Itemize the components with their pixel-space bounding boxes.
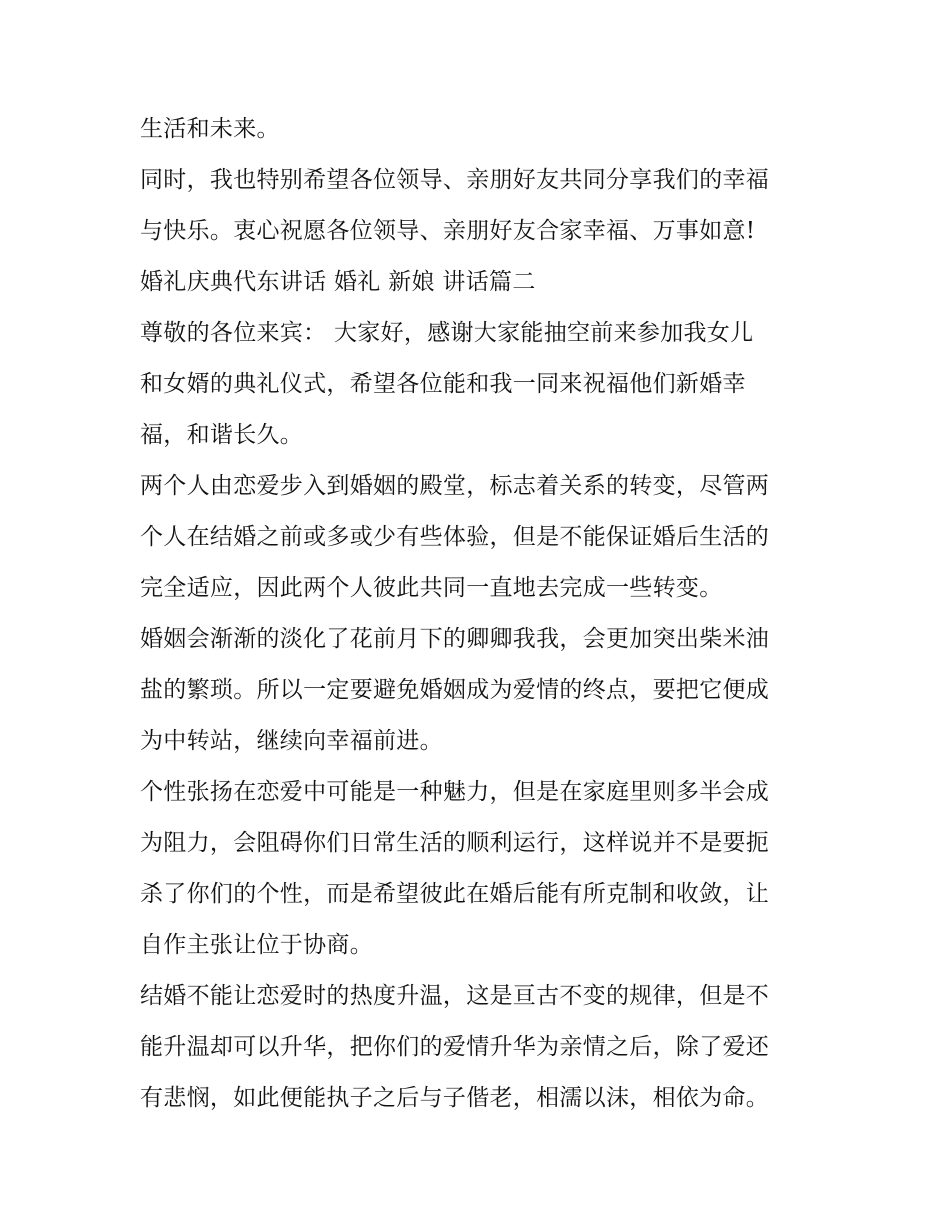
text-line: 与快乐。衷心祝愿各位领导、亲朋好友合家幸福、万事如意!: [140, 218, 756, 244]
text-line: 个人在结婚之前或多或少有些体验，但是不能保证婚后生活的: [140, 524, 770, 550]
text-line: 能升温却可以升华，把你们的爱情升华为亲情之后，除了爱还: [140, 1034, 770, 1060]
text-line: 和女婿的典礼仪式，希望各位能和我一同来祝福他们新婚幸: [140, 371, 746, 397]
text-line: 同时，我也特别希望各位领导、亲朋好友共同分享我们的幸福: [140, 167, 770, 193]
text-line: 结婚不能让恋爱时的热度升温，这是亘古不变的规律，但是不: [140, 983, 770, 1009]
text-line: 盐的繁琐。所以一定要避免婚姻成为爱情的终点，要把它便成: [140, 677, 770, 703]
document-body: [140, 104, 816, 1124]
text-line: 完全适应，因此两个人彼此共同一直地去完成一些转变。: [140, 575, 723, 601]
text-line: 生活和未来。: [140, 116, 280, 142]
text-line: 杀了你们的个性，而是希望彼此在婚后能有所克制和收敛，让: [140, 881, 770, 907]
text-line: 个性张扬在恋爱中可能是一种魅力，但是在家庭里则多半会成: [140, 779, 770, 805]
text-line: 有悲悯，如此便能执子之后与子偕老，相濡以沫，相依为命。: [140, 1085, 770, 1111]
text-line: 为阻力，会阻碍你们日常生活的顺利运行，这样说并不是要扼: [140, 830, 770, 856]
text-line: 福，和谐长久。: [140, 422, 304, 448]
text-line: 为中转站，继续向幸福前进。: [140, 728, 443, 754]
text-line: 自作主张让位于协商。: [140, 932, 373, 958]
text-line: 两个人由恋爱步入到婚姻的殿堂，标志着关系的转变，尽管两: [140, 473, 770, 499]
text-line: 婚姻会渐渐的淡化了花前月下的卿卿我我，会更加突出柴米油: [140, 626, 770, 652]
text-line: 尊敬的各位来宾： 大家好，感谢大家能抽空前来参加我女儿: [140, 320, 754, 346]
section-heading: 婚礼庆典代东讲话 婚礼 新娘 讲话篇二: [140, 269, 536, 295]
